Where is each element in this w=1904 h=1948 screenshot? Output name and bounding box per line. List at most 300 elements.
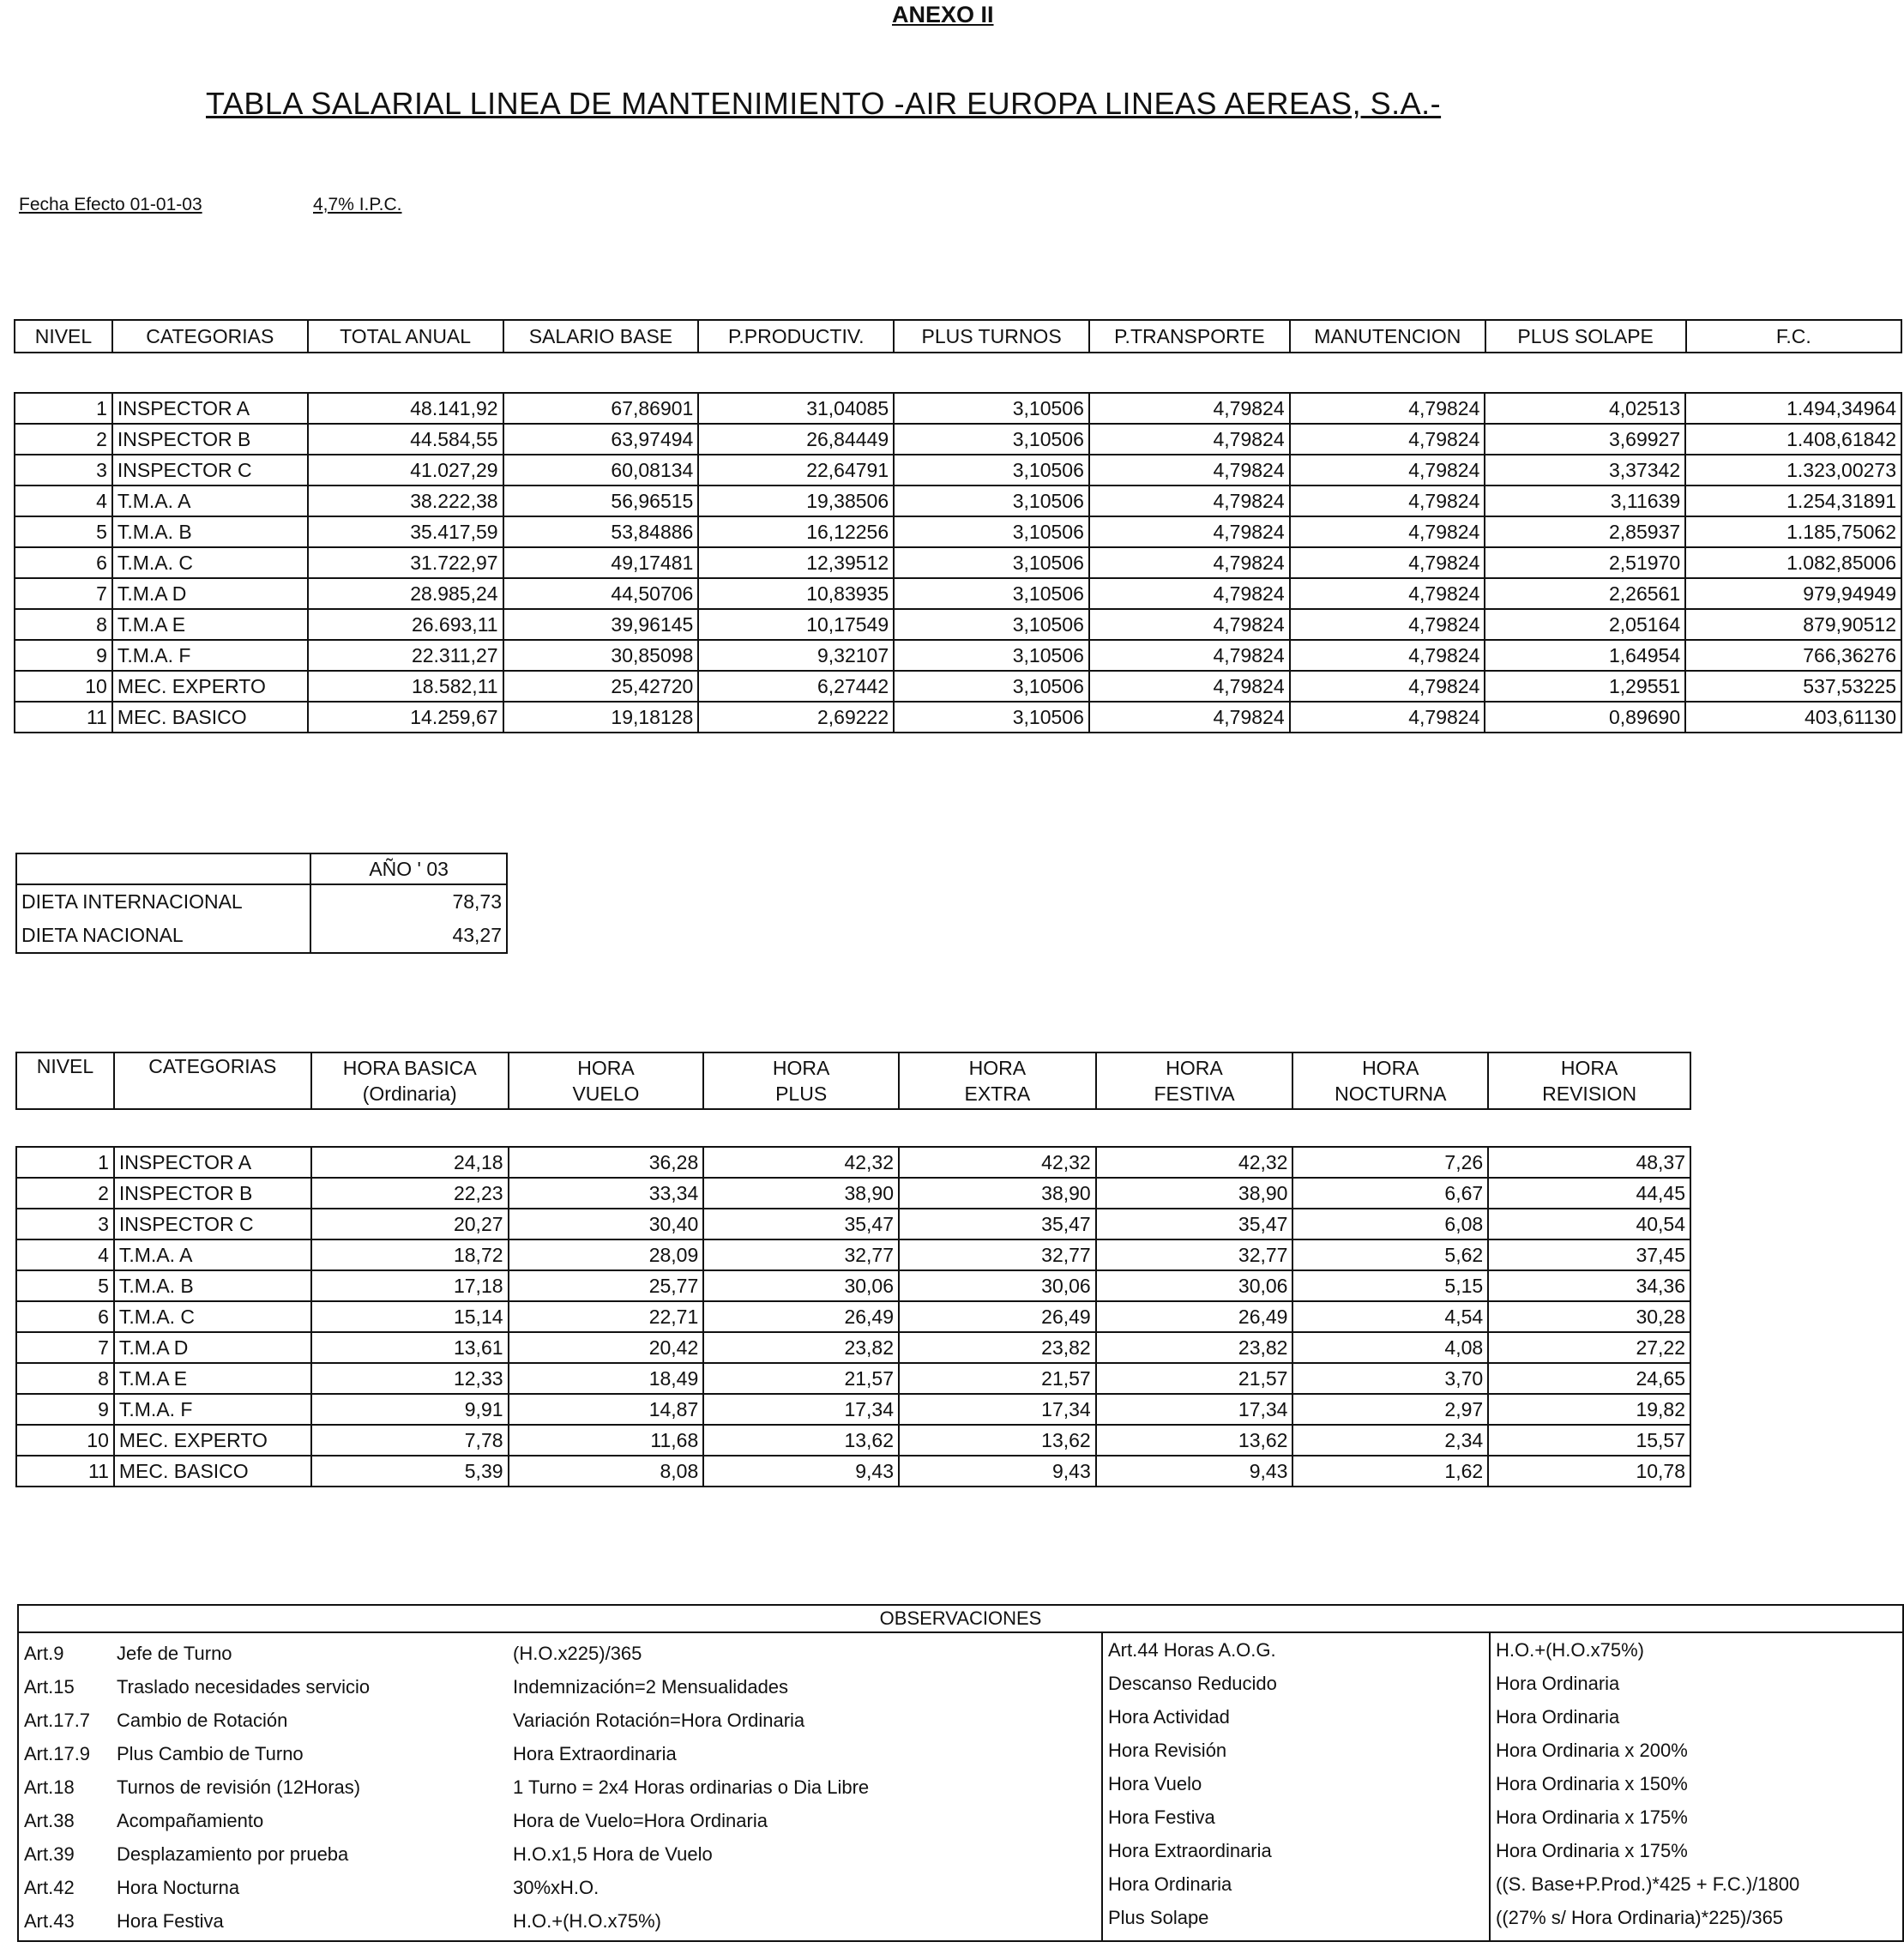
concept-formula: ((S. Base+P.Prod.)*425 + F.C.)/1800 bbox=[1496, 1873, 1800, 1895]
table-row bbox=[15, 609, 1901, 640]
column-header-line: HORA bbox=[968, 1057, 1027, 1079]
value-cell: 3,70 bbox=[1292, 1363, 1488, 1394]
article-title: Desplazamiento por prueba bbox=[117, 1843, 349, 1865]
value-cell: 5,15 bbox=[1292, 1270, 1488, 1301]
value-cell: 3,10506 bbox=[894, 578, 1089, 609]
article-ref: Art.17.9 bbox=[24, 1743, 91, 1764]
table-row bbox=[15, 671, 1901, 702]
value-cell: 38,90 bbox=[1096, 1178, 1293, 1209]
value-cell: 3,10506 bbox=[894, 455, 1089, 485]
table-row bbox=[15, 640, 1901, 671]
column-header-line: EXTRA bbox=[964, 1083, 1031, 1105]
value-cell: 9,32107 bbox=[698, 640, 894, 671]
value-cell: 3,10506 bbox=[894, 485, 1089, 516]
column-header-line: FESTIVA bbox=[1154, 1083, 1235, 1105]
value-cell: 1,62 bbox=[1292, 1456, 1488, 1487]
value-cell: 15,14 bbox=[311, 1301, 509, 1332]
value-cell: 0,89690 bbox=[1485, 702, 1685, 733]
table-row bbox=[15, 485, 1901, 516]
concept-label: Hora Extraordinaria bbox=[1108, 1840, 1272, 1861]
table-row bbox=[16, 1394, 1690, 1425]
value-cell: 766,36276 bbox=[1685, 640, 1901, 671]
concept-label: Hora Festiva bbox=[1108, 1806, 1215, 1828]
nivel-cell: 11 bbox=[15, 702, 112, 733]
value-cell: 4,79824 bbox=[1089, 547, 1290, 578]
category-cell: T.M.A D bbox=[114, 1332, 311, 1363]
value-cell: 17,34 bbox=[899, 1394, 1096, 1425]
category-cell: MEC. EXPERTO bbox=[114, 1425, 311, 1456]
value-cell: 13,62 bbox=[703, 1425, 899, 1456]
nivel-cell: 11 bbox=[16, 1456, 114, 1487]
table-row bbox=[16, 1301, 1690, 1332]
value-cell: 18.582,11 bbox=[308, 671, 503, 702]
column-divider bbox=[1489, 1632, 1491, 1940]
article-title: Acompañamiento bbox=[117, 1810, 264, 1831]
value-cell: 40,54 bbox=[1488, 1209, 1690, 1239]
value-cell: 44,45 bbox=[1488, 1178, 1690, 1209]
value-cell: 22,64791 bbox=[698, 455, 894, 485]
page-title: TABLA SALARIAL LINEA DE MANTENIMIENTO -AIR EUROPA LINEAS AEREAS, S.A.- bbox=[206, 86, 1442, 121]
article-title: Traslado necesidades servicio bbox=[117, 1676, 371, 1698]
column-header-line: REVISION bbox=[1542, 1083, 1637, 1105]
value-cell: 9,43 bbox=[703, 1456, 899, 1487]
value-cell: 3,10506 bbox=[894, 393, 1089, 424]
column-header bbox=[311, 1052, 509, 1109]
concept-label: Descanso Reducido bbox=[1108, 1673, 1277, 1694]
value-cell: 56,96515 bbox=[503, 485, 699, 516]
column-header: F.C. bbox=[1686, 320, 1901, 353]
value-cell: 30,06 bbox=[1096, 1270, 1293, 1301]
column-header-line: HORA bbox=[772, 1057, 830, 1079]
value-cell: 7,78 bbox=[311, 1425, 509, 1456]
column-header bbox=[1096, 1052, 1293, 1109]
value-cell: 26,49 bbox=[703, 1301, 899, 1332]
value-cell: 27,22 bbox=[1488, 1332, 1690, 1363]
value-cell: 9,43 bbox=[899, 1456, 1096, 1487]
value-cell: 879,90512 bbox=[1685, 609, 1901, 640]
value-cell: 9,43 bbox=[1096, 1456, 1293, 1487]
value-cell: 16,12256 bbox=[698, 516, 894, 547]
value-cell: 18,72 bbox=[311, 1239, 509, 1270]
nivel-cell: 2 bbox=[15, 424, 112, 455]
dieta-value: 78,73 bbox=[310, 884, 507, 919]
article-rule: Indemnización=2 Mensualidades bbox=[513, 1676, 789, 1698]
concept-label: Hora Vuelo bbox=[1108, 1773, 1202, 1794]
article-rule: 30%xH.O. bbox=[513, 1877, 600, 1898]
value-cell: 19,18128 bbox=[503, 702, 699, 733]
value-cell: 9,91 bbox=[311, 1394, 509, 1425]
value-cell: 26,84449 bbox=[698, 424, 894, 455]
table-row bbox=[15, 393, 1901, 424]
category-cell: INSPECTOR B bbox=[114, 1178, 311, 1209]
observations-title: OBSERVACIONES bbox=[19, 1606, 1902, 1633]
value-cell: 20,27 bbox=[311, 1209, 509, 1239]
article-ref: Art.38 bbox=[24, 1810, 75, 1831]
article-rule: Variación Rotación=Hora Ordinaria bbox=[513, 1710, 805, 1731]
value-cell: 37,45 bbox=[1488, 1239, 1690, 1270]
table-row bbox=[15, 424, 1901, 455]
value-cell: 4,79824 bbox=[1290, 393, 1485, 424]
value-cell: 4,79824 bbox=[1089, 640, 1290, 671]
concept-label: Hora Ordinaria bbox=[1108, 1873, 1232, 1895]
value-cell: 3,10506 bbox=[894, 640, 1089, 671]
article-ref: Art.43 bbox=[24, 1910, 75, 1932]
value-cell: 35.417,59 bbox=[308, 516, 503, 547]
value-cell: 23,82 bbox=[899, 1332, 1096, 1363]
value-cell: 41.027,29 bbox=[308, 455, 503, 485]
value-cell: 32,77 bbox=[703, 1239, 899, 1270]
column-header: PLUS SOLAPE bbox=[1485, 320, 1686, 353]
value-cell: 19,82 bbox=[1488, 1394, 1690, 1425]
value-cell: 8,08 bbox=[509, 1456, 704, 1487]
article-rule: (H.O.x225)/365 bbox=[513, 1643, 642, 1664]
value-cell: 28.985,24 bbox=[308, 578, 503, 609]
value-cell: 30,06 bbox=[703, 1270, 899, 1301]
column-header bbox=[703, 1052, 899, 1109]
value-cell: 4,79824 bbox=[1290, 671, 1485, 702]
column-header: PLUS TURNOS bbox=[894, 320, 1089, 353]
column-header-line: HORA bbox=[577, 1057, 635, 1079]
table-row bbox=[16, 1270, 1690, 1301]
value-cell: 6,08 bbox=[1292, 1209, 1488, 1239]
value-cell: 4,79824 bbox=[1089, 485, 1290, 516]
column-header bbox=[899, 1052, 1096, 1109]
concept-formula: Hora Ordinaria x 150% bbox=[1496, 1773, 1688, 1794]
category-cell: MEC. BASICO bbox=[114, 1456, 311, 1487]
value-cell: 36,28 bbox=[509, 1147, 704, 1178]
column-header: SALARIO BASE bbox=[503, 320, 699, 353]
table-row bbox=[16, 1239, 1690, 1270]
value-cell: 48,37 bbox=[1488, 1147, 1690, 1178]
value-cell: 1.408,61842 bbox=[1685, 424, 1901, 455]
concept-formula: Hora Ordinaria x 175% bbox=[1496, 1840, 1688, 1861]
nivel-cell: 10 bbox=[16, 1425, 114, 1456]
value-cell: 21,57 bbox=[899, 1363, 1096, 1394]
value-cell: 4,79824 bbox=[1290, 640, 1485, 671]
category-cell: INSPECTOR B bbox=[112, 424, 308, 455]
value-cell: 31.722,97 bbox=[308, 547, 503, 578]
value-cell: 4,79824 bbox=[1290, 485, 1485, 516]
value-cell: 4,79824 bbox=[1290, 455, 1485, 485]
column-header: MANUTENCION bbox=[1290, 320, 1485, 353]
value-cell: 13,62 bbox=[899, 1425, 1096, 1456]
value-cell: 44,50706 bbox=[503, 578, 699, 609]
column-header bbox=[16, 1052, 114, 1109]
column-header: CATEGORIAS bbox=[112, 320, 308, 353]
column-header bbox=[1488, 1052, 1690, 1109]
value-cell: 2,51970 bbox=[1485, 547, 1685, 578]
column-header-line: CATEGORIAS bbox=[148, 1055, 277, 1077]
column-header-line: NOCTURNA bbox=[1335, 1083, 1447, 1105]
value-cell: 67,86901 bbox=[503, 393, 699, 424]
article-rule: 1 Turno = 2x4 Horas ordinarias o Dia Libre bbox=[513, 1776, 870, 1798]
value-cell: 20,42 bbox=[509, 1332, 704, 1363]
value-cell: 3,10506 bbox=[894, 516, 1089, 547]
value-cell: 42,32 bbox=[703, 1147, 899, 1178]
value-cell: 22,23 bbox=[311, 1178, 509, 1209]
value-cell: 30,28 bbox=[1488, 1301, 1690, 1332]
value-cell: 10,17549 bbox=[698, 609, 894, 640]
table-row bbox=[15, 547, 1901, 578]
category-cell: INSPECTOR A bbox=[114, 1147, 311, 1178]
value-cell: 4,79824 bbox=[1089, 609, 1290, 640]
value-cell: 17,34 bbox=[1096, 1394, 1293, 1425]
value-cell: 5,62 bbox=[1292, 1239, 1488, 1270]
value-cell: 1.185,75062 bbox=[1685, 516, 1901, 547]
value-cell: 979,94949 bbox=[1685, 578, 1901, 609]
value-cell: 4,54 bbox=[1292, 1301, 1488, 1332]
value-cell: 4,79824 bbox=[1089, 455, 1290, 485]
table-row bbox=[15, 702, 1901, 733]
value-cell: 1.254,31891 bbox=[1685, 485, 1901, 516]
column-header-line: HORA BASICA bbox=[342, 1057, 477, 1079]
value-cell: 2,85937 bbox=[1485, 516, 1685, 547]
column-header: NIVEL bbox=[15, 320, 112, 353]
column-header-line: HORA bbox=[1560, 1057, 1618, 1079]
value-cell: 63,97494 bbox=[503, 424, 699, 455]
value-cell: 30,40 bbox=[509, 1209, 704, 1239]
value-cell: 32,77 bbox=[899, 1239, 1096, 1270]
value-cell: 3,37342 bbox=[1485, 455, 1685, 485]
value-cell: 19,38506 bbox=[698, 485, 894, 516]
column-header-line: HORA bbox=[1362, 1057, 1419, 1079]
column-header-line: NIVEL bbox=[36, 1055, 94, 1077]
value-cell: 4,79824 bbox=[1089, 578, 1290, 609]
value-cell: 3,69927 bbox=[1485, 424, 1685, 455]
value-cell: 2,97 bbox=[1292, 1394, 1488, 1425]
concept-label: Art.44 Horas A.O.G. bbox=[1108, 1639, 1276, 1661]
value-cell: 4,79824 bbox=[1290, 702, 1485, 733]
value-cell: 26,49 bbox=[899, 1301, 1096, 1332]
value-cell: 34,36 bbox=[1488, 1270, 1690, 1301]
value-cell: 4,02513 bbox=[1485, 393, 1685, 424]
table-row bbox=[15, 578, 1901, 609]
value-cell: 60,08134 bbox=[503, 455, 699, 485]
value-cell: 30,06 bbox=[899, 1270, 1096, 1301]
nivel-cell: 10 bbox=[15, 671, 112, 702]
value-cell: 25,42720 bbox=[503, 671, 699, 702]
column-divider bbox=[1101, 1632, 1103, 1940]
nivel-cell: 5 bbox=[16, 1270, 114, 1301]
value-cell: 11,68 bbox=[509, 1425, 704, 1456]
value-cell: 17,18 bbox=[311, 1270, 509, 1301]
value-cell: 2,69222 bbox=[698, 702, 894, 733]
nivel-cell: 8 bbox=[16, 1363, 114, 1394]
article-rule: Hora Extraordinaria bbox=[513, 1743, 677, 1764]
value-cell: 1.323,00273 bbox=[1685, 455, 1901, 485]
column-header: TOTAL ANUAL bbox=[308, 320, 503, 353]
value-cell: 4,79824 bbox=[1290, 516, 1485, 547]
value-cell: 33,34 bbox=[509, 1178, 704, 1209]
concept-label: Hora Actividad bbox=[1108, 1706, 1230, 1728]
value-cell: 32,77 bbox=[1096, 1239, 1293, 1270]
column-header: P.PRODUCTIV. bbox=[698, 320, 894, 353]
nivel-cell: 4 bbox=[15, 485, 112, 516]
value-cell: 7,26 bbox=[1292, 1147, 1488, 1178]
value-cell: 1,29551 bbox=[1485, 671, 1685, 702]
category-cell: T.M.A D bbox=[112, 578, 308, 609]
column-header: P.TRANSPORTE bbox=[1089, 320, 1290, 353]
value-cell: 3,10506 bbox=[894, 424, 1089, 455]
value-cell: 22.311,27 bbox=[308, 640, 503, 671]
value-cell: 4,79824 bbox=[1089, 393, 1290, 424]
value-cell: 31,04085 bbox=[698, 393, 894, 424]
concept-formula: Hora Ordinaria bbox=[1496, 1706, 1620, 1728]
dieta-header-empty bbox=[16, 853, 310, 884]
salary-table bbox=[14, 392, 1902, 733]
value-cell: 13,62 bbox=[1096, 1425, 1293, 1456]
column-header bbox=[114, 1052, 311, 1109]
dieta-value: 43,27 bbox=[310, 919, 507, 953]
value-cell: 44.584,55 bbox=[308, 424, 503, 455]
value-cell: 3,11639 bbox=[1485, 485, 1685, 516]
value-cell: 4,79824 bbox=[1290, 547, 1485, 578]
nivel-cell: 8 bbox=[15, 609, 112, 640]
category-cell: T.M.A E bbox=[114, 1363, 311, 1394]
concept-formula: Hora Ordinaria x 175% bbox=[1496, 1806, 1688, 1828]
article-title: Hora Festiva bbox=[117, 1910, 224, 1932]
column-header-line: PLUS bbox=[775, 1083, 828, 1105]
value-cell: 49,17481 bbox=[503, 547, 699, 578]
article-ref: Art.9 bbox=[24, 1643, 64, 1664]
value-cell: 24,65 bbox=[1488, 1363, 1690, 1394]
article-rule: H.O.x1,5 Hora de Vuelo bbox=[513, 1843, 713, 1865]
value-cell: 13,61 bbox=[311, 1332, 509, 1363]
article-title: Cambio de Rotación bbox=[117, 1710, 288, 1731]
value-cell: 26.693,11 bbox=[308, 609, 503, 640]
table-row bbox=[16, 1332, 1690, 1363]
table-row bbox=[16, 1425, 1690, 1456]
nivel-cell: 7 bbox=[16, 1332, 114, 1363]
value-cell: 1.494,34964 bbox=[1685, 393, 1901, 424]
concept-label: Hora Revisión bbox=[1108, 1740, 1227, 1761]
observations-box bbox=[17, 1604, 1904, 1942]
nivel-cell: 1 bbox=[15, 393, 112, 424]
nivel-cell: 4 bbox=[16, 1239, 114, 1270]
hours-table bbox=[15, 1146, 1691, 1487]
value-cell: 2,05164 bbox=[1485, 609, 1685, 640]
value-cell: 15,57 bbox=[1488, 1425, 1690, 1456]
value-cell: 4,79824 bbox=[1290, 609, 1485, 640]
value-cell: 3,10506 bbox=[894, 671, 1089, 702]
value-cell: 12,33 bbox=[311, 1363, 509, 1394]
table-row bbox=[16, 1456, 1690, 1487]
table-row bbox=[16, 1147, 1690, 1178]
nivel-cell: 2 bbox=[16, 1178, 114, 1209]
nivel-cell: 1 bbox=[16, 1147, 114, 1178]
category-cell: T.M.A. A bbox=[114, 1239, 311, 1270]
category-cell: INSPECTOR C bbox=[112, 455, 308, 485]
value-cell: 4,79824 bbox=[1089, 702, 1290, 733]
table-row bbox=[16, 1178, 1690, 1209]
value-cell: 38,90 bbox=[703, 1178, 899, 1209]
value-cell: 2,34 bbox=[1292, 1425, 1488, 1456]
dieta-label: DIETA NACIONAL bbox=[16, 919, 310, 953]
value-cell: 26,49 bbox=[1096, 1301, 1293, 1332]
value-cell: 35,47 bbox=[703, 1209, 899, 1239]
value-cell: 3,10506 bbox=[894, 547, 1089, 578]
table-row bbox=[15, 455, 1901, 485]
nivel-cell: 6 bbox=[15, 547, 112, 578]
column-header-line: HORA bbox=[1166, 1057, 1223, 1079]
value-cell: 23,82 bbox=[1096, 1332, 1293, 1363]
nivel-cell: 3 bbox=[16, 1209, 114, 1239]
value-cell: 24,18 bbox=[311, 1147, 509, 1178]
value-cell: 14,87 bbox=[509, 1394, 704, 1425]
value-cell: 1,64954 bbox=[1485, 640, 1685, 671]
table-row bbox=[15, 516, 1901, 547]
value-cell: 28,09 bbox=[509, 1239, 704, 1270]
category-cell: MEC. BASICO bbox=[112, 702, 308, 733]
value-cell: 4,79824 bbox=[1089, 671, 1290, 702]
article-title: Hora Nocturna bbox=[117, 1877, 240, 1898]
hours-table-header bbox=[15, 1052, 1691, 1110]
article-rule: H.O.+(H.O.x75%) bbox=[513, 1910, 661, 1932]
value-cell: 48.141,92 bbox=[308, 393, 503, 424]
value-cell: 6,67 bbox=[1292, 1178, 1488, 1209]
dieta-table bbox=[15, 853, 508, 954]
article-title: Plus Cambio de Turno bbox=[117, 1743, 304, 1764]
category-cell: T.M.A. B bbox=[114, 1270, 311, 1301]
article-ref: Art.17.7 bbox=[24, 1710, 91, 1731]
value-cell: 14.259,67 bbox=[308, 702, 503, 733]
value-cell: 4,08 bbox=[1292, 1332, 1488, 1363]
category-cell: T.M.A. F bbox=[112, 640, 308, 671]
value-cell: 403,61130 bbox=[1685, 702, 1901, 733]
value-cell: 25,77 bbox=[509, 1270, 704, 1301]
value-cell: 2,26561 bbox=[1485, 578, 1685, 609]
category-cell: T.M.A. C bbox=[114, 1301, 311, 1332]
value-cell: 1.082,85006 bbox=[1685, 547, 1901, 578]
concept-formula: ((27% s/ Hora Ordinaria)*225)/365 bbox=[1496, 1907, 1784, 1928]
nivel-cell: 5 bbox=[15, 516, 112, 547]
dieta-label: DIETA INTERNACIONAL bbox=[16, 884, 310, 919]
effective-date: Fecha Efecto 01-01-03 bbox=[19, 195, 202, 214]
value-cell: 39,96145 bbox=[503, 609, 699, 640]
nivel-cell: 6 bbox=[16, 1301, 114, 1332]
article-ref: Art.39 bbox=[24, 1843, 75, 1865]
value-cell: 23,82 bbox=[703, 1332, 899, 1363]
value-cell: 30,85098 bbox=[503, 640, 699, 671]
value-cell: 35,47 bbox=[899, 1209, 1096, 1239]
nivel-cell: 9 bbox=[15, 640, 112, 671]
value-cell: 6,27442 bbox=[698, 671, 894, 702]
value-cell: 35,47 bbox=[1096, 1209, 1293, 1239]
category-cell: T.M.A. F bbox=[114, 1394, 311, 1425]
value-cell: 10,78 bbox=[1488, 1456, 1690, 1487]
value-cell: 17,34 bbox=[703, 1394, 899, 1425]
value-cell: 42,32 bbox=[899, 1147, 1096, 1178]
column-header bbox=[509, 1052, 704, 1109]
column-header-line: (Ordinaria) bbox=[362, 1083, 457, 1105]
value-cell: 21,57 bbox=[703, 1363, 899, 1394]
concept-label: Plus Solape bbox=[1108, 1907, 1209, 1928]
value-cell: 10,83935 bbox=[698, 578, 894, 609]
ipc-rate: 4,7% I.P.C. bbox=[313, 195, 402, 214]
value-cell: 3,10506 bbox=[894, 702, 1089, 733]
concept-formula: H.O.+(H.O.x75%) bbox=[1496, 1639, 1644, 1661]
category-cell: MEC. EXPERTO bbox=[112, 671, 308, 702]
value-cell: 42,32 bbox=[1096, 1147, 1293, 1178]
salary-table-header bbox=[14, 319, 1902, 353]
column-header bbox=[1292, 1052, 1488, 1109]
dieta-year-header: AÑO ' 03 bbox=[310, 853, 507, 884]
table-row bbox=[16, 1363, 1690, 1394]
value-cell: 18,49 bbox=[509, 1363, 704, 1394]
article-title: Jefe de Turno bbox=[117, 1643, 232, 1664]
value-cell: 38,90 bbox=[899, 1178, 1096, 1209]
column-header-line: VUELO bbox=[572, 1083, 640, 1105]
